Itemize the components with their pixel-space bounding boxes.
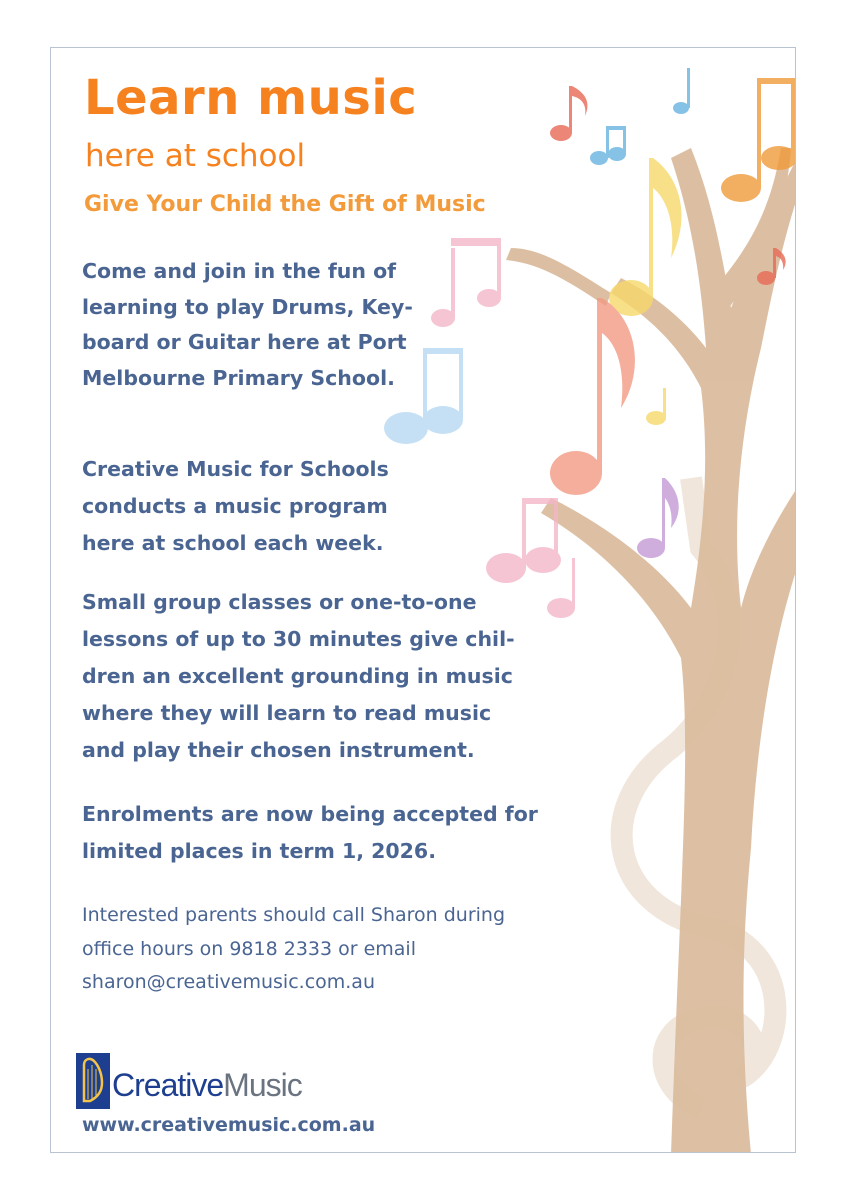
classes-line: dren an excellent grounding in music [82, 664, 513, 688]
poster-tagline: Give Your Child the Gift of Music [84, 192, 486, 217]
classes-line: lessons of up to 30 minutes give chil- [82, 627, 515, 651]
poster-subtitle: here at school [85, 138, 306, 174]
program-line: Creative Music for Schools [82, 457, 389, 481]
program-paragraph [82, 451, 389, 562]
intro-line: learning to play Drums, Key- [82, 294, 413, 319]
classes-line: where they will learn to read music [82, 701, 492, 725]
enrolment-line: limited places in term 1, 2026. [82, 839, 436, 863]
music-note-icon [673, 68, 690, 114]
music-note-icon [646, 388, 666, 425]
creative-music-logo [76, 1053, 336, 1113]
contact-paragraph [82, 899, 505, 1000]
harp-icon [76, 1053, 110, 1109]
intro-line: Come and join in the fun of [82, 259, 397, 283]
program-line: here at school each week. [82, 531, 384, 555]
logo-word-creative: Creative [112, 1067, 224, 1103]
poster-title: Learn music [84, 70, 418, 126]
program-line: conducts a music program [82, 494, 388, 518]
contact-line: Interested parents should call Sharon during [82, 904, 506, 926]
music-note-icon [431, 238, 501, 327]
intro-paragraph [82, 254, 413, 396]
enrolment-paragraph [82, 796, 538, 870]
poster-frame [50, 47, 796, 1153]
music-note-icon [590, 126, 626, 165]
music-note-icon [637, 478, 679, 558]
classes-line: and play their chosen instrument. [82, 738, 475, 762]
intro-line: Melbourne Primary School. [82, 365, 395, 390]
music-note-icon [550, 86, 587, 141]
intro-line: board or Guitar here at Port [82, 330, 407, 354]
contact-email[interactable]: sharon@creativemusic.com.au [82, 971, 375, 993]
website-link[interactable]: www.creativemusic.com.au [82, 1114, 376, 1136]
classes-paragraph [82, 584, 515, 769]
music-note-icon [550, 298, 635, 495]
logo-wordmark [112, 1067, 302, 1104]
contact-line: office hours on 9818 2333 or email [82, 937, 416, 960]
classes-line: Small group classes or one-to-one [82, 590, 477, 614]
logo-word-music: Music [223, 1067, 302, 1103]
music-note-icon [609, 158, 681, 316]
enrolment-line: Enrolments are now being accepted for [82, 802, 538, 826]
